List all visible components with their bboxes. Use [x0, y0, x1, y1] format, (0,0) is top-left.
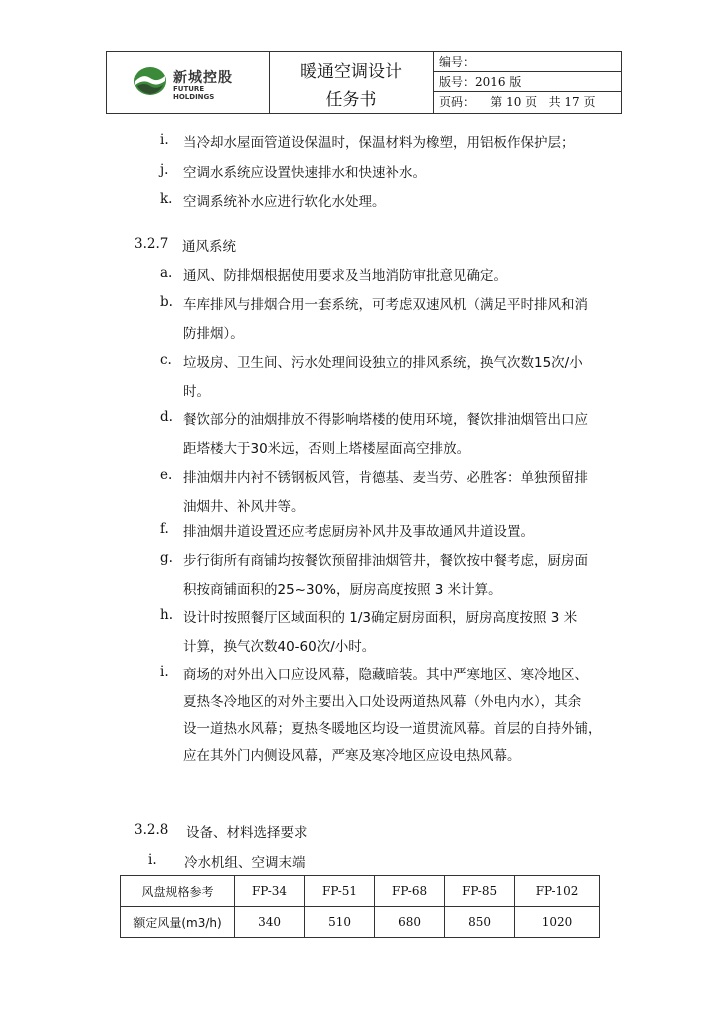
- list-item-line: 餐饮部分的油烟排放不得影响塔楼的使用环境，餐饮排油烟管出口应: [183, 412, 588, 428]
- table-cell: 510: [305, 907, 375, 938]
- list-item-line: 排油烟井道设置还应考虑厨房补风井及事故通风井道设置。: [183, 524, 534, 540]
- table-row: [121, 907, 600, 938]
- table-cell: FP-68: [375, 876, 445, 907]
- table-cell: 680: [375, 907, 445, 938]
- list-item-mark: h.: [160, 607, 173, 623]
- title-cell: [269, 52, 434, 113]
- list-item-line: 夏热冬冷地区的对外主要出入口处设两道热风幕（外电内水），其余: [183, 694, 582, 710]
- list-item-line: 积按商铺面积的25~30%，厨房高度按照 3 米计算。: [183, 582, 502, 598]
- table-cell: 额定风量(m3/h): [121, 907, 235, 938]
- company-logo: [133, 64, 253, 104]
- list-item-line: 设一道热水风幕；夏热冬暖地区均设一道贯流风幕。首层的自持外铺，: [183, 721, 602, 737]
- list-item-text: 空调水系统应设置快速排水和快速补水。: [183, 165, 426, 181]
- list-item-mark: d.: [160, 409, 173, 425]
- list-item-line: 油烟井、补风井等。: [183, 499, 305, 515]
- table-cell: FP-34: [235, 876, 305, 907]
- list-item-mark: j.: [160, 162, 169, 178]
- list-item-mark: i.: [160, 132, 169, 148]
- table-cell: 风盘规格参考: [121, 876, 235, 907]
- subsection-mark: i.: [148, 852, 157, 868]
- doc-subtitle: 任务书: [325, 90, 377, 110]
- fan-coil-spec-table: [120, 875, 600, 938]
- subsection-title: 冷水机组、空调末端: [184, 855, 306, 871]
- list-item-mark: e.: [160, 467, 173, 483]
- logo-en-line2: HOLDINGS: [173, 93, 215, 101]
- table-row: [121, 876, 600, 907]
- section-title: 设备、材料选择要求: [186, 825, 308, 841]
- table-cell: 850: [445, 907, 515, 938]
- list-item-line: 防排烟）。: [183, 326, 244, 342]
- list-item-text: 空调系统补水应进行软化水处理。: [183, 194, 386, 210]
- list-item-line: 计算，换气次数40-60次/小时。: [183, 639, 376, 655]
- list-item-mark: a.: [160, 265, 173, 281]
- code-label: 编号：: [433, 52, 621, 72]
- document-header: [106, 51, 622, 114]
- version-label: 版号：2016 版: [433, 72, 621, 92]
- logo-mark-icon: [133, 64, 167, 98]
- section-number: 3.2.8: [134, 822, 169, 838]
- list-item-text: 当冷却水屋面管道设保温时，保温材料为橡塑，用铝板作保护层；: [183, 135, 575, 151]
- list-item-line: 步行街所有商铺均按餐饮预留排油烟管井，餐饮按中餐考虑，厨房面: [183, 553, 588, 569]
- table-cell: 1020: [515, 907, 600, 938]
- logo-cell: [107, 52, 270, 113]
- table-cell: FP-85: [445, 876, 515, 907]
- list-item-line: 排油烟井内衬不锈钢板风管，肯德基、麦当劳、必胜客：单独预留排: [183, 470, 588, 486]
- list-item-mark: i.: [160, 664, 169, 680]
- doc-title: 暖通空调设计: [300, 62, 402, 82]
- page-info: 页码： 第 10 页 共 17 页: [439, 95, 596, 109]
- table-cell: FP-102: [515, 876, 600, 907]
- logo-english-name: [173, 85, 214, 101]
- list-item-line: 商场的对外出入口应设风幕，隐藏暗装。其中严寒地区、寒冷地区、: [183, 667, 588, 683]
- list-item-line: 距塔楼大于30米远，否则上塔楼屋面高空排放。: [183, 441, 471, 457]
- list-item-mark: k.: [160, 191, 173, 207]
- list-item-line: 通风、防排烟根据使用要求及当地消防审批意见确定。: [183, 268, 507, 284]
- list-item-mark: b.: [160, 294, 173, 310]
- meta-cell: [433, 52, 621, 113]
- list-item-line: 车库排风与排烟合用一套系统，可考虑双速风机（满足平时排风和消: [183, 297, 588, 313]
- list-item-line: 应在其外门内侧设风幕，严寒及寒冷地区应设电热风幕。: [183, 748, 521, 764]
- table-cell: FP-51: [305, 876, 375, 907]
- list-item-mark: c.: [160, 352, 172, 368]
- list-item-line: 设计时按照餐厅区域面积的 1/3确定厨房面积，厨房高度按照 3 米: [183, 610, 578, 626]
- logo-chinese-name: 新城控股: [173, 70, 233, 86]
- list-item-mark: f.: [160, 521, 169, 537]
- table-cell: 340: [235, 907, 305, 938]
- list-item-mark: g.: [160, 550, 173, 566]
- list-item-line: 垃圾房、卫生间、污水处理间设独立的排风系统，换气次数15次/小: [183, 355, 583, 371]
- logo-en-line1: FUTURE: [173, 85, 205, 93]
- list-item-line: 时。: [183, 384, 210, 400]
- section-number: 3.2.7: [134, 236, 169, 252]
- section-title: 通风系统: [182, 239, 236, 255]
